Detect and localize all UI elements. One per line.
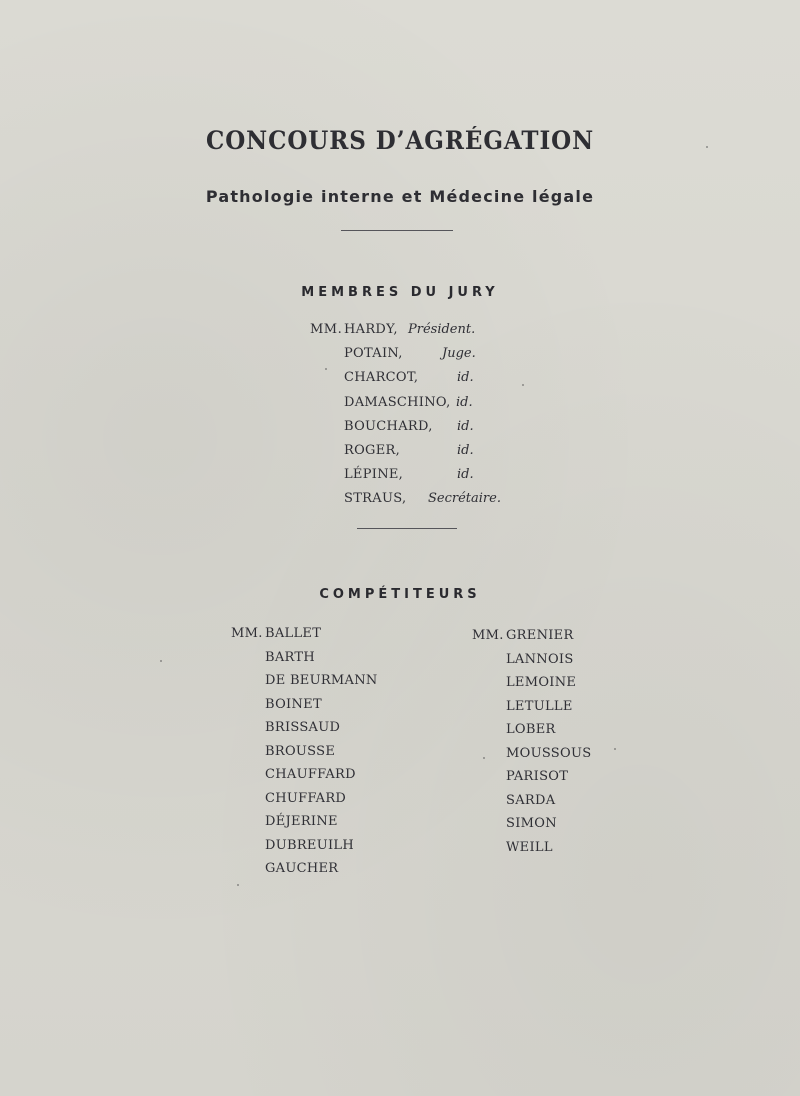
divider-top <box>341 230 453 231</box>
competitor-name: SIMON <box>506 816 557 831</box>
jury-member-role: id. <box>457 370 474 386</box>
jury-member-role: id. <box>457 467 474 483</box>
jury-member-role: Secrétaire. <box>428 491 501 507</box>
paper-speck <box>160 660 162 662</box>
competitor-name: BROUSSE <box>265 743 336 759</box>
jury-member-name: STRAUS, <box>344 491 407 507</box>
competitor-name: GAUCHER <box>265 861 339 876</box>
jury-member-role: id. <box>457 418 474 434</box>
competitor-name: PARISOT <box>506 769 569 784</box>
competitor-name: SARDA <box>506 792 556 808</box>
paper-speck <box>483 757 485 759</box>
competitor-name: LEMOINE <box>506 675 577 690</box>
page-title: CONCOURS D’AGRÉGATION <box>205 126 595 155</box>
paper-speck <box>237 884 239 886</box>
competitor-name: DÉJERINE <box>265 814 338 829</box>
competitor-name: CHAUFFARD <box>265 767 356 782</box>
competitor-name: LANNOIS <box>506 651 574 667</box>
competitor-name: CHUFFARD <box>265 790 347 806</box>
paper-speck <box>706 146 708 148</box>
jury-member-name: POTAIN, <box>344 346 403 362</box>
jury-member-role: id. <box>456 394 473 410</box>
paper-speck <box>614 748 616 750</box>
jury-member-name: HARDY, <box>344 322 398 337</box>
page-subtitle: Pathologie interne et Médecine légale <box>205 187 595 206</box>
jury-prefix: MM. <box>310 322 343 337</box>
competitor-name: BRISSAUD <box>265 720 341 735</box>
jury-member-name: ROGER, <box>344 442 401 458</box>
competitor-name: LOBER <box>506 722 556 737</box>
jury-member-role: Juge. <box>442 346 476 362</box>
jury-member-role: Président. <box>408 322 476 337</box>
competitor-name: MOUSSOUS <box>506 745 592 761</box>
competitor-name: DE BEURMANN <box>265 673 378 688</box>
competitor-name: GRENIER <box>506 628 574 643</box>
divider-middle <box>357 528 457 529</box>
jury-heading: MEMBRES DU JURY <box>301 285 499 300</box>
competitor-name: DUBREUILH <box>265 837 354 853</box>
jury-member-name: DAMASCHINO, <box>344 394 451 410</box>
jury-member-role: id. <box>457 442 474 458</box>
competitor-name: BOINET <box>265 696 322 712</box>
competitor-name: WEILL <box>506 839 553 855</box>
competitors-heading: COMPÉTITEURS <box>319 587 481 602</box>
competitor-name: BARTH <box>265 649 316 665</box>
competitors-prefix: MM. <box>231 626 263 641</box>
jury-member-name: CHARCOT, <box>344 370 419 386</box>
competitor-name: LETULLE <box>506 698 573 714</box>
paper-speck <box>325 368 327 370</box>
competitor-name: BALLET <box>265 626 322 641</box>
paper-speck <box>522 384 524 386</box>
jury-member-name: BOUCHARD, <box>344 418 433 434</box>
jury-member-name: LÉPINE, <box>344 467 404 483</box>
competitors-prefix: MM. <box>472 628 504 643</box>
